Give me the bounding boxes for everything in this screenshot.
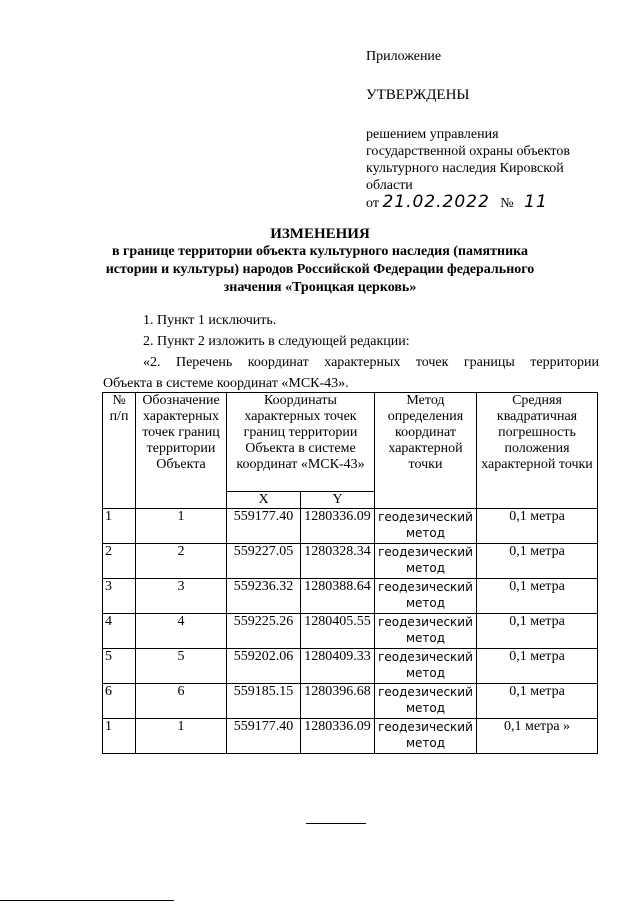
- coord-x: 559236.32: [227, 579, 301, 614]
- error: 0,1 метра: [477, 649, 598, 684]
- header-point: Обозначение характерных точек границ территории Объекта: [136, 393, 227, 509]
- title-main: ИЗМЕНЕНИЯ: [270, 226, 370, 242]
- coord-x: 559185.15: [227, 684, 301, 719]
- method: геодезический метод: [375, 579, 477, 614]
- error: 0,1 метра: [477, 579, 598, 614]
- table-row: [103, 544, 598, 579]
- coord-y: 1280405.55: [301, 614, 375, 649]
- row-number: 2: [103, 544, 136, 579]
- point-number: 1: [136, 509, 227, 544]
- method: геодезический метод: [375, 614, 477, 649]
- method: геодезический метод: [375, 544, 477, 579]
- coord-x: 559225.26: [227, 614, 301, 649]
- title-line: в границе территории объекта культурного наследия (памятника: [112, 244, 528, 259]
- coord-x: 559227.05: [227, 544, 301, 579]
- coord-y: 1280396.68: [301, 684, 375, 719]
- header-x: X: [227, 492, 301, 509]
- table-row: [103, 579, 598, 614]
- title-line: значения «Троицкая церковь»: [223, 280, 417, 295]
- coord-x: 559177.40: [227, 719, 301, 754]
- header-num: № п/п: [103, 393, 136, 509]
- row-number: 4: [103, 614, 136, 649]
- coord-y: 1280336.09: [301, 719, 375, 754]
- header-coords: Координаты характерных точек границ территории Объекта в системе координат «МСК-43»: [227, 393, 375, 492]
- point-number: 4: [136, 614, 227, 649]
- coord-x: 559177.40: [227, 509, 301, 544]
- decision-line: культурного наследия Кировской: [366, 161, 564, 176]
- row-number: 5: [103, 649, 136, 684]
- appendix-label: Приложение: [366, 49, 442, 64]
- decision-line: решением управления: [366, 127, 499, 142]
- error: 0,1 метра: [477, 614, 598, 649]
- approval-block: [366, 48, 570, 212]
- method: геодезический метод: [375, 649, 477, 684]
- footnote-line: [0, 900, 174, 901]
- approved-label: УТВЕРЖДЕНЫ: [366, 87, 470, 103]
- point-number: 5: [136, 649, 227, 684]
- row-number: 3: [103, 579, 136, 614]
- point-number: 1: [136, 719, 227, 754]
- header-error: Средняя квадратичная погрешность положения характерной точки: [477, 393, 598, 509]
- error: 0,1 метра: [477, 544, 598, 579]
- table-row: [103, 684, 598, 719]
- row-number: 6: [103, 684, 136, 719]
- number-label: №: [500, 196, 514, 211]
- decision-line: государственной охраны объектов: [366, 144, 570, 159]
- error: 0,1 метра: [477, 509, 598, 544]
- separator-line: [306, 823, 366, 824]
- table-row: [103, 509, 598, 544]
- header-method: Метод определения координат характерной точки: [375, 393, 477, 509]
- method: геодезический метод: [375, 509, 477, 544]
- coord-y: 1280409.33: [301, 649, 375, 684]
- table-row: [103, 649, 598, 684]
- from-label: от: [366, 196, 379, 211]
- paragraph-3-line-2: Объекта в системе координат «МСК-43».: [103, 376, 349, 391]
- error: 0,1 метра: [477, 684, 598, 719]
- handwritten-date: 21.02.2022: [382, 192, 490, 212]
- decision-line: области: [366, 178, 413, 193]
- method: геодезический метод: [375, 719, 477, 754]
- point-number: 6: [136, 684, 227, 719]
- table-row: [103, 614, 598, 649]
- paragraph-1: 1. Пункт 1 исключить.: [143, 313, 277, 328]
- document-title: [0, 225, 640, 297]
- coord-x: 559202.06: [227, 649, 301, 684]
- handwritten-number: 11: [524, 192, 548, 212]
- coord-y: 1280388.64: [301, 579, 375, 614]
- decision-date-line: [366, 194, 570, 212]
- point-number: 3: [136, 579, 227, 614]
- coord-y: 1280328.34: [301, 544, 375, 579]
- header-y: Y: [301, 492, 375, 509]
- body-text: [103, 310, 599, 394]
- paragraph-2: 2. Пункт 2 изложить в следующей редакции:: [143, 334, 410, 349]
- row-number: 1: [103, 719, 136, 754]
- table-row: [103, 719, 598, 754]
- title-line: истории и культуры) народов Российской Федерации федерального: [105, 262, 535, 277]
- paragraph-3-line-1: «2. Перечень координат характерных точек границы территории: [143, 355, 599, 370]
- error: 0,1 метра »: [477, 719, 598, 754]
- coordinates-table: [102, 392, 598, 754]
- point-number: 2: [136, 544, 227, 579]
- coord-y: 1280336.09: [301, 509, 375, 544]
- row-number: 1: [103, 509, 136, 544]
- method: геодезический метод: [375, 684, 477, 719]
